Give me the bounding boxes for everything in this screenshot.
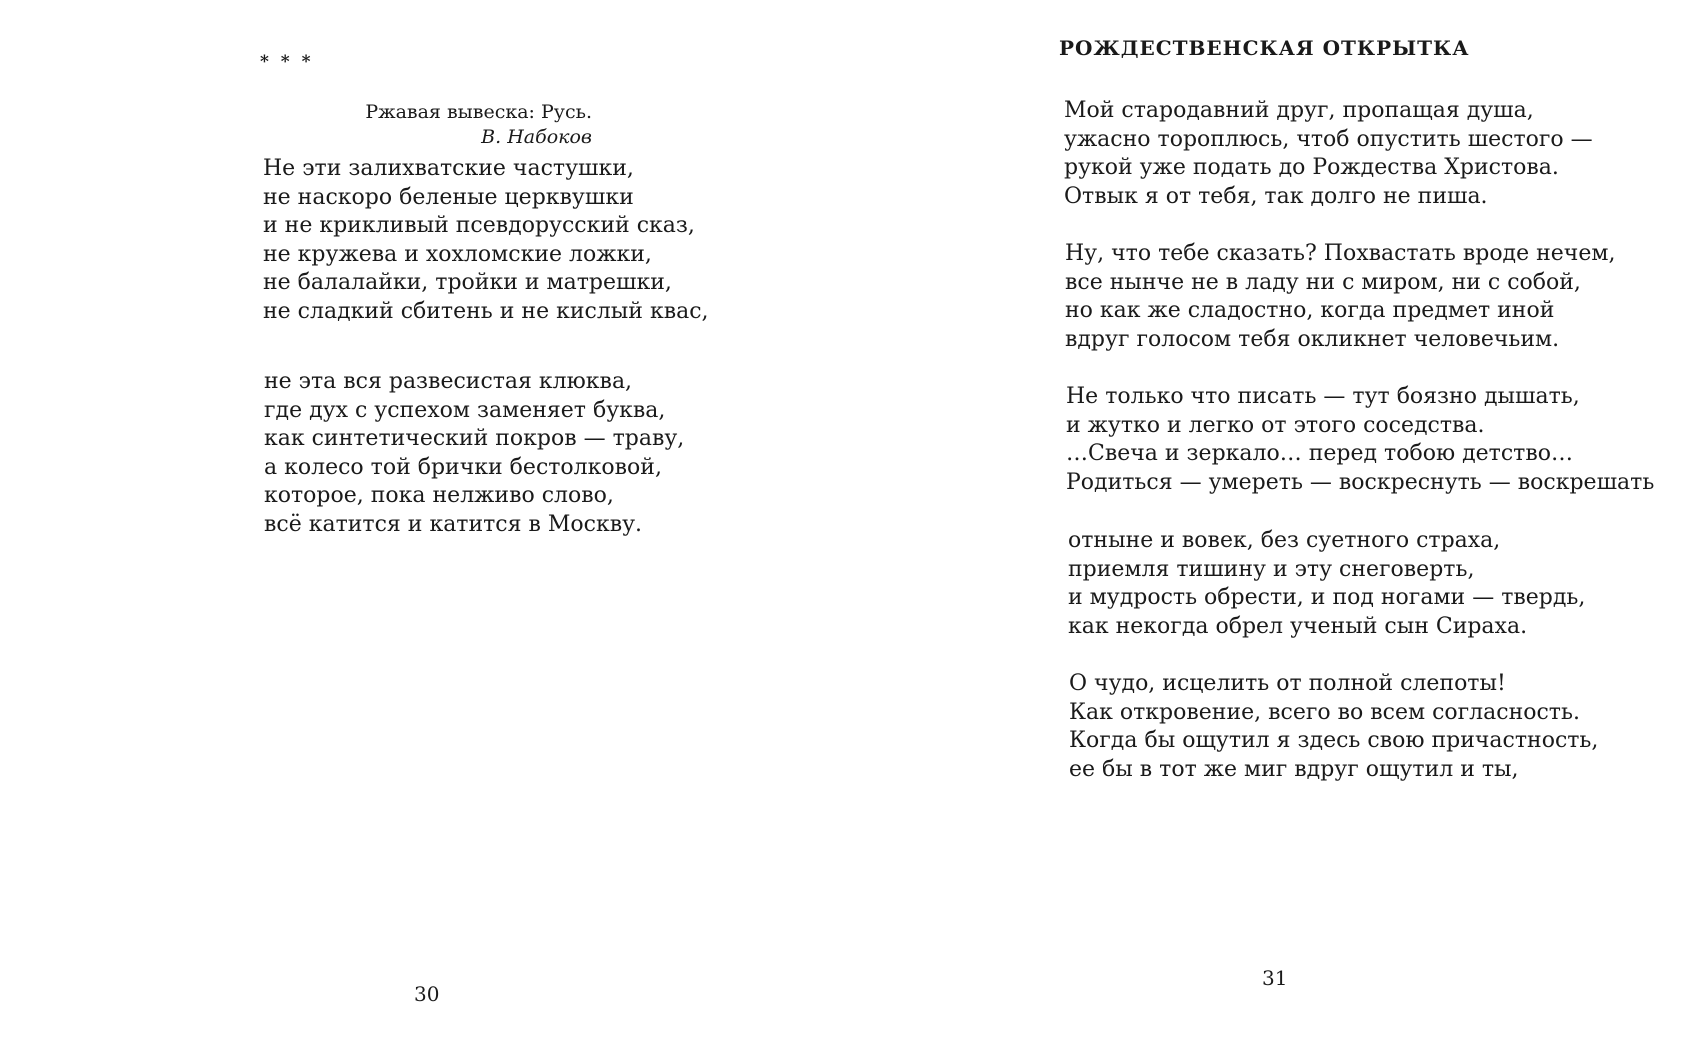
poem-line: все нынче не в ладу ни с миром, ни с собой, xyxy=(1065,269,1581,295)
poem-line: Когда бы ощутил я здесь свою причастность, xyxy=(1069,728,1599,754)
poem-line: не эта вся развесистая клюква, xyxy=(264,369,633,394)
poem-line: приемля тишину и эту снеговерть, xyxy=(1068,556,1475,582)
poem-line: ужасно тороплюсь, чтоб опустить шестого — xyxy=(1064,126,1593,152)
stanza-5 xyxy=(1069,670,1598,784)
poem-title: РОЖДЕСТВЕНСКАЯ ОТКРЫТКА xyxy=(1059,36,1470,60)
poem-line: рукой уже подать до Рождества Христова. xyxy=(1064,155,1559,181)
poem-line: вдруг голосом тебя окликнет человечьим. xyxy=(1065,326,1560,352)
poem-line: не балалайки, тройки и матрешки, xyxy=(263,270,672,296)
poem-line: Ну, что тебе сказать? Похвастать вроде нечем, xyxy=(1065,241,1616,266)
poem-line: где дух с успехом заменяет буква, xyxy=(264,397,666,423)
poem-line: …Свеча и зеркало… перед тобою детство… xyxy=(1066,441,1573,467)
section-asterisks: * * * xyxy=(260,52,314,72)
page-number-right: 31 xyxy=(1262,966,1288,990)
stanza-1 xyxy=(263,155,709,327)
epigraph-text: Ржавая вывеска: Русь. xyxy=(365,101,592,123)
poem-line: О чудо, исцелить от полной слепоты! xyxy=(1069,671,1506,696)
poem-line: как некогда обрел ученый сын Сираха. xyxy=(1068,613,1528,639)
page-number-left: 30 xyxy=(414,982,440,1006)
poem-line: Родиться — умереть — воскреснуть — воскрешать xyxy=(1066,469,1655,495)
poem-line: как синтетический покров — траву, xyxy=(264,426,685,452)
stanza-1 xyxy=(1064,97,1593,211)
poem-line: Мой стародавний друг, пропащая душа, xyxy=(1064,98,1534,123)
poem-line: и мудрость обрести, и под ногами — твердь, xyxy=(1068,585,1586,611)
right-page xyxy=(847,0,1694,1056)
stanza-2 xyxy=(1065,240,1615,354)
poem-line: не сладкий сбитень и не кислый квас, xyxy=(263,298,709,324)
poem-line: не наскоро беленые церквушки xyxy=(263,184,634,210)
poem-line: а колесо той брички бестолковой, xyxy=(264,454,662,480)
epigraph xyxy=(300,100,592,150)
poem-line: Не только что писать — тут боязно дышать, xyxy=(1066,384,1580,409)
poem-line: ее бы в тот же миг вдруг ощутил и ты, xyxy=(1069,756,1519,782)
poem-line: и не крикливый псевдорусский сказ, xyxy=(263,213,695,239)
poem-line: но как же сладостно, когда предмет иной xyxy=(1065,298,1555,324)
poem-line: всё катится и катится в Москву. xyxy=(264,511,643,537)
stanza-3 xyxy=(1066,383,1654,497)
poem-line: отныне и вовек, без суетного страха, xyxy=(1068,528,1501,553)
poem-line: не кружева и хохломские ложки, xyxy=(263,241,652,267)
stanza-4 xyxy=(1068,527,1585,641)
poem-line: и жутко и легко от этого соседства. xyxy=(1066,412,1485,438)
poem-line: Как откровение, всего во всем согласность. xyxy=(1069,699,1580,725)
poem-line: которое, пока нелживо слово, xyxy=(264,483,614,509)
stanza-2 xyxy=(264,368,684,540)
poem-line: Отвык я от тебя, так долго не пиша. xyxy=(1064,183,1488,209)
epigraph-author: В. Набоков xyxy=(481,126,592,148)
poem-line: Не эти залихватские частушки, xyxy=(263,156,634,181)
